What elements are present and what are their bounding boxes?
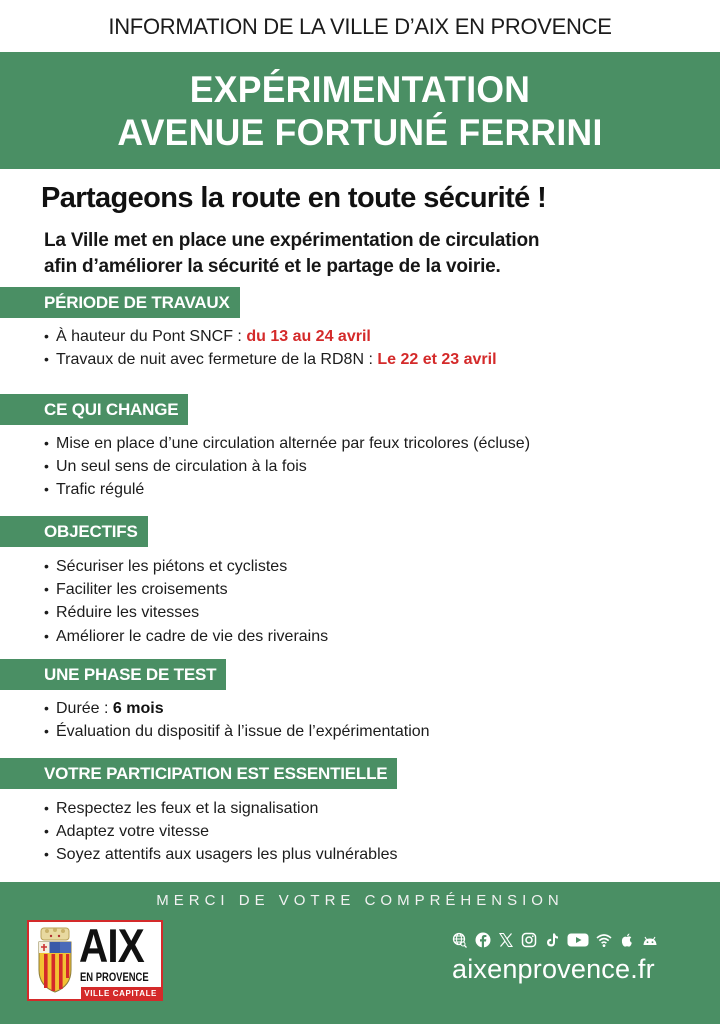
- intro-line-1: La Ville met en place une expérimentation de circulation: [44, 230, 540, 251]
- list-item: • Améliorer le cadre de vie des riverains: [44, 627, 329, 645]
- facebook-icon[interactable]: [475, 932, 491, 948]
- youtube-icon[interactable]: [567, 932, 589, 948]
- web-search-icon[interactable]: [452, 932, 468, 948]
- date-highlight: Le 22 et 23 avril: [377, 351, 497, 369]
- list-item: • Un seul sens de circulation à la fois: [44, 458, 307, 476]
- date-highlight: du 13 au 24 avril: [246, 328, 371, 345]
- list-item: • Sécuriser les piétons et cyclistes: [44, 558, 288, 575]
- title-line-1: EXPÉRIMENTATION: [189, 68, 531, 110]
- coat-of-arms-icon: [35, 926, 75, 994]
- list-item: • À hauteur du Pont SNCF : du 13 au 24 avril: [44, 328, 371, 345]
- wifi-icon[interactable]: [596, 932, 612, 948]
- intro-text: [44, 228, 539, 280]
- social-icons: [452, 932, 658, 948]
- instagram-icon[interactable]: [521, 932, 537, 948]
- publisher-line: INFORMATION DE LA VILLE D’AIX EN PROVENCE: [108, 14, 612, 39]
- section-list-participation: [44, 797, 398, 867]
- apple-icon[interactable]: [619, 932, 635, 948]
- logo-tagline: VILLE CAPITALE: [81, 987, 163, 1001]
- list-item: • Durée : 6 mois: [44, 700, 164, 717]
- section-list-travaux: [44, 325, 497, 371]
- thanks-message: MERCI DE VOTRE COMPRÉHENSION: [156, 892, 564, 909]
- list-item: • Trafic régulé: [44, 481, 145, 499]
- city-logo: [27, 920, 163, 1001]
- logo-en-provence: EN PROVENCE: [80, 972, 149, 984]
- list-item: • Mise en place d’une circulation alternée par feux tricolores (écluse): [44, 435, 531, 452]
- section-heading-changes: CE QUI CHANGE: [0, 394, 188, 425]
- section-heading-test-phase: UNE PHASE DE TEST: [0, 659, 226, 690]
- x-icon[interactable]: [498, 932, 514, 948]
- logo-aix: AIX: [79, 919, 144, 972]
- website-link[interactable]: aixenprovence.fr: [452, 954, 655, 984]
- section-list-test-phase: [44, 697, 430, 743]
- list-item: • Adaptez votre vitesse: [44, 823, 209, 841]
- footer: [0, 882, 720, 1024]
- list-item: • Soyez attentifs aux usagers les plus vulnérables: [44, 846, 398, 864]
- tiktok-icon[interactable]: [544, 932, 560, 948]
- title-line-2: AVENUE FORTUNÉ FERRINI: [117, 111, 603, 153]
- section-list-objectives: [44, 555, 328, 648]
- section-heading-travaux: PÉRIODE DE TRAVAUX: [0, 287, 240, 318]
- intro-line-2: afin d’améliorer la sécurité et le partage de la voirie.: [44, 256, 501, 277]
- list-item: • Travaux de nuit avec fermeture de la RD8N : Le 22 et 23 avril: [44, 351, 497, 369]
- section-heading-participation: VOTRE PARTICIPATION EST ESSENTIELLE: [0, 758, 397, 789]
- title-banner: [0, 52, 720, 169]
- section-list-changes: [44, 432, 530, 502]
- android-icon[interactable]: [642, 932, 658, 948]
- duration-value: 6 mois: [112, 700, 164, 717]
- section-heading-objectives: OBJECTIFS: [0, 516, 148, 547]
- list-item: • Évaluation du dispositif à l’issue de l’expérimentation: [44, 723, 430, 741]
- list-item: • Réduire les vitesses: [44, 604, 200, 622]
- list-item: • Respectez les feux et la signalisation: [44, 800, 319, 817]
- headline: Partageons la route en toute sécurité !: [41, 182, 547, 214]
- list-item: • Faciliter les croisements: [44, 581, 228, 599]
